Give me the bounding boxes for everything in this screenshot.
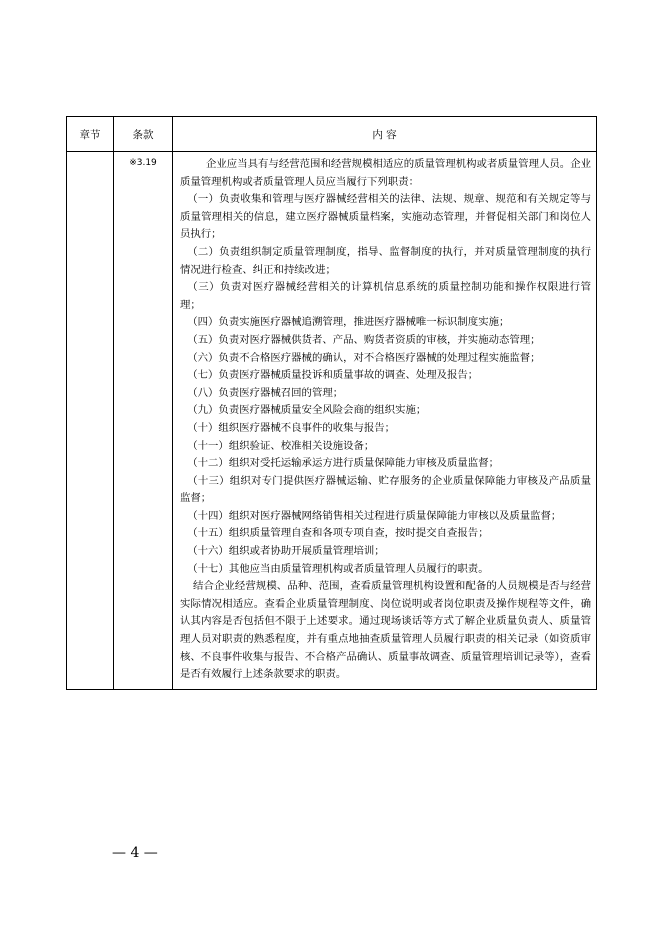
duty-item: （八）负责医疗器械召回的管理； bbox=[187, 386, 344, 399]
header-clause: 条款 bbox=[114, 117, 173, 152]
content-closing: 结合企业经营规模、品种、范围，查看质量管理机构设置和配备的人员规模是否与经营实际情况相适应。查看企业质量管理制度、岗位说明或者岗位职责及操作规程等文件，确认其内容是否包括但不限于上述要求。通过现场谈话等方式了解企业质量负责人、质量管理人员对职责的熟悉程度，并有重点地抽查质量管理人员履行职责的相关记录（如资质审核、不良事件收集与报告、不合格产品确认、质量事故调查、质量管理培训记录等），查看是否有效履行上述条款要求的职责。 bbox=[180, 580, 591, 681]
clause-cell: ※3.19 bbox=[114, 152, 173, 690]
duty-item: （十二）组织对受托运输承运方进行质量保障能力审核及质量监督； bbox=[187, 457, 499, 470]
duty-item: （十四）组织对医疗器械网络销售相关过程进行质量保障能力审核以及质量监督； bbox=[187, 509, 562, 522]
duty-item: （四）负责实施医疗器械追溯管理，推进医疗器械唯一标识制度实施； bbox=[187, 316, 510, 329]
duty-item: （五）负责对医疗器械供货者、产品、购货者资质的审核，并实施动态管理； bbox=[187, 333, 541, 346]
table-header-row bbox=[67, 117, 597, 152]
duty-item: （十）组织医疗器械不良事件的收集与报告； bbox=[187, 421, 396, 434]
duty-item: （七）负责医疗器械质量投诉和质量事故的调查、处理及报告； bbox=[187, 369, 479, 382]
duty-item: （九）负责医疗器械质量安全风险会商的组织实施； bbox=[187, 404, 427, 417]
header-content: 内 容 bbox=[173, 117, 597, 152]
duty-item: （一）负责收集和管理与医疗器械经营相关的法律、法规、规章、规范和有关规定等与质量管理相关的信息，建立医疗器械质量档案，实施动态管理，并督促相关部门和岗位人员执行； bbox=[180, 193, 591, 241]
duty-item: （十五）组织质量管理自查和各项专项自查，按时提交自查报告； bbox=[187, 527, 489, 540]
content-intro: 企业应当具有与经营范围和经营规模相适应的质量管理机构或者质量管理人员。企业质量管理机构或者质量管理人员应当履行下列职责： bbox=[180, 158, 591, 188]
duty-list bbox=[180, 191, 591, 578]
inspection-table bbox=[66, 116, 597, 690]
duty-item: （十六）组织或者协助开展质量管理培训； bbox=[187, 545, 385, 558]
duty-item: （十七）其他应当由质量管理机构或者质量管理人员履行的职责。 bbox=[187, 562, 489, 575]
table-row bbox=[67, 152, 597, 690]
duty-item: （二）负责组织制定质量管理制度，指导、监督制度的执行，并对质量管理制度的执行情况进行检查、纠正和持续改进； bbox=[180, 245, 591, 276]
header-chapter: 章节 bbox=[67, 117, 114, 152]
duty-item: （三）负责对医疗器械经营相关的计算机信息系统的质量控制功能和操作权限进行管理； bbox=[180, 281, 591, 311]
duty-item: （六）负责不合格医疗器械的确认，对不合格医疗器械的处理过程实施监督； bbox=[187, 351, 541, 364]
page-number: — 4 — bbox=[112, 845, 158, 861]
duty-item: （十一）组织验证、校准相关设施设备； bbox=[187, 439, 375, 452]
duty-item: （十三）组织对专门提供医疗器械运输、贮存服务的企业质量保障能力审核及产品质量监督； bbox=[180, 474, 591, 505]
chapter-cell bbox=[67, 152, 114, 690]
content-cell bbox=[173, 152, 597, 690]
